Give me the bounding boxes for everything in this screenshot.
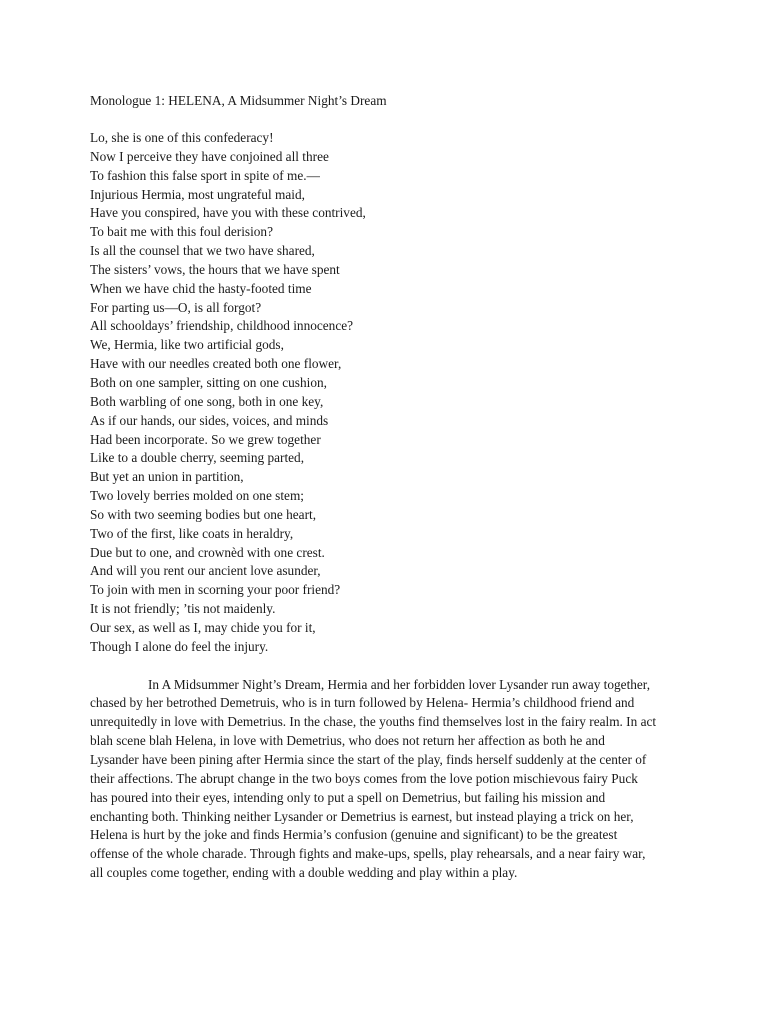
poem-line: It is not friendly; ’tis not maidenly. [90,601,276,617]
poem-line: Both warbling of one song, both in one key, [90,393,324,409]
poem-line: Two of the first, like coats in heraldry, [90,525,294,541]
poem-line: But yet an union in partition, [90,469,244,485]
poem-line: When we have chid the hasty-footed time [90,280,312,296]
poem-line: Injurious Hermia, most ungrateful maid, [90,186,305,202]
synopsis-line: has poured into their eyes, intending only to put a spell on Demetrius, but failing his mission and [90,789,606,805]
synopsis-line: unrequitedly in love with Demetrius. In the chase, the youths find themselves lost in the fairy realm. In act [90,714,657,730]
poem-line: For parting us—O, is all forgot? [90,299,262,315]
synopsis-line: offense of the whole charade. Through fights and make-ups, spells, play rehearsals, and a near fairy war, [90,846,646,862]
poem-line: So with two seeming bodies but one heart, [90,506,317,522]
poem-line: Lo, she is one of this confederacy! [90,130,274,145]
synopsis-line: blah scene blah Helena, in love with Demetrius, who does not return her affection as both he and [90,733,605,749]
poem-line: Is all the counsel that we two have shared, [90,243,315,259]
synopsis-line: Lysander have been pining after Hermia since the start of the play, finds herself suddenly at the center of [90,752,647,767]
poem-line: To bait me with this foul derision? [90,224,273,240]
poem-line: And will you rent our ancient love asunder, [90,563,321,579]
synopsis-line: all couples come together, ending with a double wedding and play within a play. [90,865,518,881]
poem-line: Though I alone do feel the injury. [90,638,269,654]
synopsis-line: chased by her betrothed Demetruis, who is in turn followed by Helena- Hermia’s childhood friend and [90,695,635,711]
synopsis-line: Helena is hurt by the joke and finds Hermia’s confusion (genuine and significant) to be the greatest [90,827,618,843]
poem-line: Due but to one, and crownèd with one crest. [90,544,325,560]
poem-line: Have you conspired, have you with these contrived, [90,205,366,221]
poem-line: Now I perceive they have conjoined all three [90,148,329,164]
monologue-text [90,129,670,657]
poem-line: Like to a double cherry, seeming parted, [90,450,305,466]
poem-line: Have with our needles created both one flower, [90,356,342,372]
poem-line: Two lovely berries molded on one stem; [90,488,304,504]
document-title: Monologue 1: HELENA, A Midsummer Night’s Dream [90,93,387,108]
poem-line: The sisters’ vows, the hours that we have spent [90,261,340,277]
synopsis-paragraph [90,676,670,883]
poem-line: As if our hands, our sides, voices, and minds [90,412,329,428]
synopsis-line: enchanting both. Thinking neither Lysander or Demetrius is earnest, but instead playing a trick on her, [90,808,634,824]
poem-line: Both on one sampler, sitting on one cushion, [90,374,327,390]
poem-line: Our sex, as well as I, may chide you for it, [90,619,316,635]
synopsis-line: In A Midsummer Night’s Dream, Hermia and her forbidden lover Lysander run away together, [148,676,651,692]
document-page [90,91,670,883]
synopsis-line: their affections. The abrupt change in the two boys comes from the love potion mischievous fairy Puck [90,770,638,786]
poem-line: To fashion this false sport in spite of me.— [90,167,320,183]
poem-line: All schooldays’ friendship, childhood innocence? [90,318,354,334]
poem-line: To join with men in scorning your poor friend? [90,582,341,598]
poem-line: We, Hermia, like two artificial gods, [90,337,284,353]
poem-line: Had been incorporate. So we grew together [90,431,321,447]
